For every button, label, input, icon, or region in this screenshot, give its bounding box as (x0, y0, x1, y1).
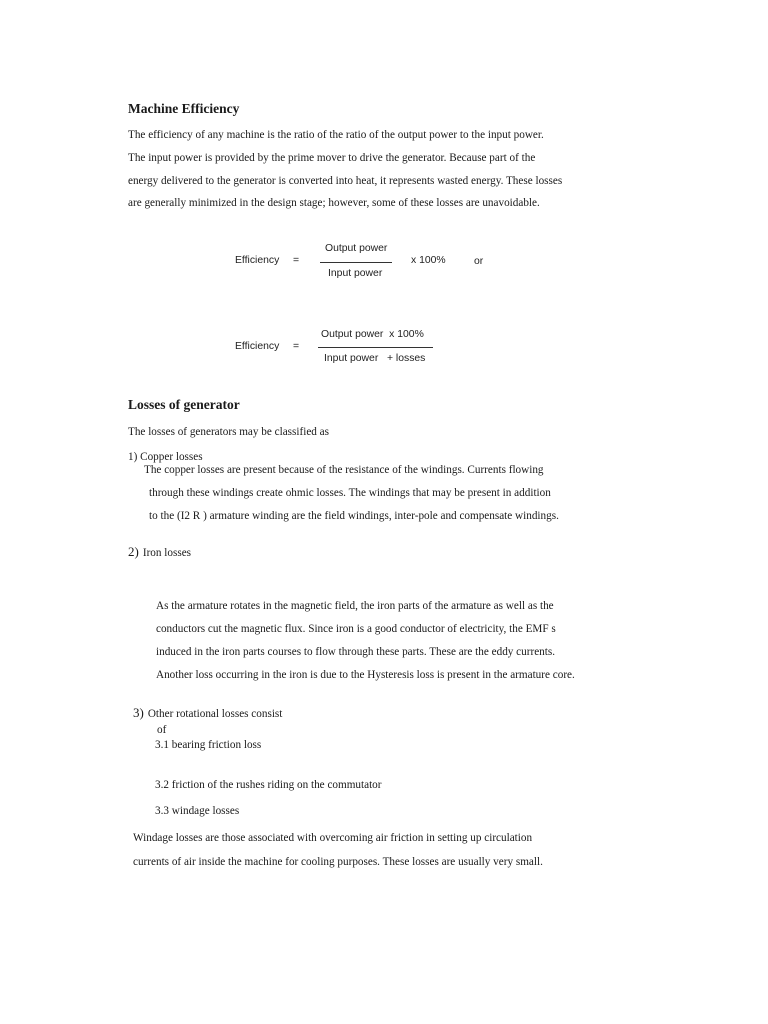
formula-numerator: Output power x 100% (321, 329, 424, 340)
rotational-losses-title: Other rotational losses consist (147, 708, 283, 720)
formula-denominator: Input power + losses (324, 353, 426, 364)
copper-losses-title: 1) Copper losses (128, 451, 203, 463)
list-item: 3.2 friction of the rushes riding on the commutator (155, 779, 382, 791)
paragraph-line: to the (I2 R ) armature winding are the field windings, inter-pole and compensate windings. (149, 510, 559, 522)
fraction-bar (320, 262, 392, 263)
paragraph-line: The copper losses are present because of the resistance of the windings. Currents flowing (144, 464, 544, 476)
item-number: 2) (128, 544, 139, 559)
paragraph-line: are generally minimized in the design stage; however, some of these losses are unavoidable. (128, 197, 540, 209)
paragraph-line: through these windings create ohmic losses. The windings that may be present in addition (149, 487, 551, 499)
rotational-losses-title-row (133, 704, 282, 722)
section-heading-losses: Losses of generator (128, 397, 240, 412)
paragraph-line: The efficiency of any machine is the ratio of the ratio of the output power to the input power. (128, 129, 544, 141)
formula-connector: or (474, 256, 484, 267)
paragraph-line: Another loss occurring in the iron is due to the Hysteresis loss is present in the armature core. (156, 669, 575, 681)
iron-losses-title-row (128, 543, 191, 561)
continuation-text: of (157, 724, 167, 736)
section-heading-efficiency: Machine Efficiency (128, 101, 240, 116)
formula-numerator: Output power (325, 243, 388, 254)
formula-equals: = (293, 255, 300, 266)
paragraph-line: currents of air inside the machine for cooling purposes. These losses are usually very small. (133, 856, 543, 868)
item-number: 3) (133, 705, 144, 720)
fraction-bar (318, 347, 433, 348)
paragraph-line: Windage losses are those associated with overcoming air friction in setting up circulation (133, 832, 533, 844)
formula-lhs: Efficiency (235, 255, 280, 266)
intro-text: The losses of generators may be classified as (128, 426, 329, 438)
list-item: 3.3 windage losses (155, 805, 240, 817)
iron-losses-title: Iron losses (142, 547, 192, 559)
paragraph-line: conductors cut the magnetic flux. Since iron is a good conductor of electricity, the EMF s (156, 623, 556, 635)
formula-lhs: Efficiency (235, 341, 280, 352)
formula-equals: = (293, 341, 300, 352)
formula-denominator: Input power (328, 268, 383, 279)
paragraph-line: induced in the iron parts courses to flow through these parts. These are the eddy currents. (156, 646, 556, 658)
paragraph-line: energy delivered to the generator is converted into heat, it represents wasted energy. These losses (128, 175, 563, 187)
formula-multiplier: x 100% (411, 255, 446, 266)
list-item: 3.1 bearing friction loss (155, 739, 262, 751)
paragraph-line: The input power is provided by the prime mover to drive the generator. Because part of the (128, 152, 536, 164)
paragraph-line: As the armature rotates in the magnetic field, the iron parts of the armature as well as the (156, 600, 554, 612)
